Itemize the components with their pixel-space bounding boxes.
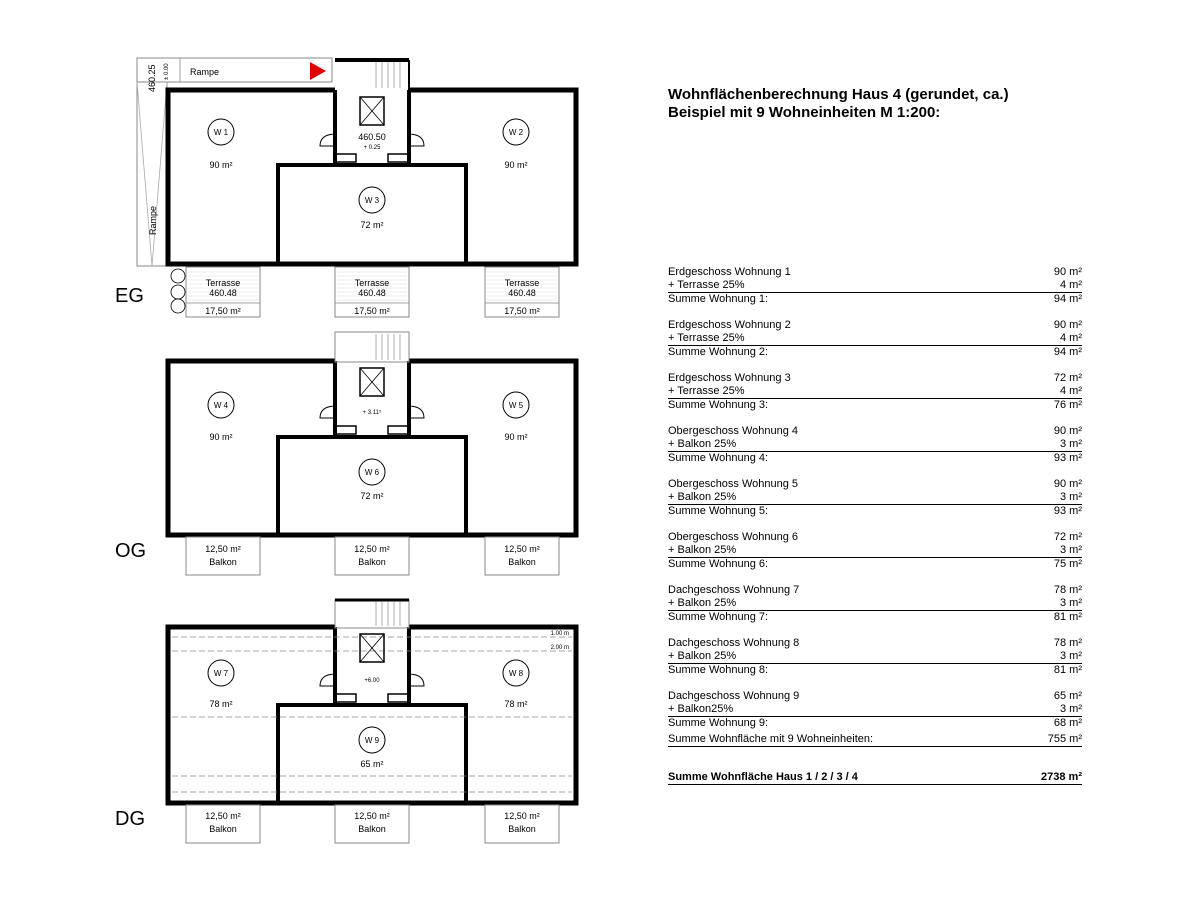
calc-label: Obergeschoss Wohnung 6 bbox=[668, 531, 799, 543]
svg-text:460.48: 460.48 bbox=[209, 288, 237, 298]
calc-value: 72 m² bbox=[1053, 531, 1082, 543]
total-units-value: 755 m² bbox=[1047, 733, 1082, 745]
calc-value: 90 m² bbox=[1053, 478, 1082, 490]
calc-add-label: + Balkon 25% bbox=[668, 491, 737, 503]
balcony-og-2 bbox=[335, 537, 409, 575]
unit-w1-id: W 1 bbox=[213, 128, 229, 137]
floor-label-dg: DG bbox=[115, 808, 145, 830]
balcony-og-3 bbox=[485, 537, 559, 575]
calc-add-label: + Balkon 25% bbox=[668, 438, 737, 450]
og-outer-wall bbox=[168, 361, 576, 535]
stair-elevation: 460.50 bbox=[358, 132, 386, 142]
calc-value: 65 m² bbox=[1053, 690, 1082, 702]
dg-inner-wall bbox=[278, 705, 466, 803]
calc-sum-label: Summe Wohnung 4: bbox=[668, 452, 769, 464]
calc-label: Erdgeschoss Wohnung 3 bbox=[668, 372, 791, 384]
unit-w4-id: W 4 bbox=[213, 401, 229, 410]
svg-text:Balkon: Balkon bbox=[358, 824, 386, 834]
svg-text:Terrasse: Terrasse bbox=[504, 278, 540, 288]
page-title bbox=[668, 86, 1148, 122]
calc-label: Dachgeschoss Wohnung 8 bbox=[668, 637, 800, 649]
calc-add-label: + Terrasse 25% bbox=[668, 332, 745, 344]
title-line-2: Beispiel mit 9 Wohneinheiten M 1:200: bbox=[668, 104, 941, 121]
calc-group-9 bbox=[668, 690, 1082, 730]
calc-value: 72 m² bbox=[1053, 372, 1082, 384]
calc-sum-label: Summe Wohnung 7: bbox=[668, 611, 769, 623]
calc-sum-label: Summe Wohnung 1: bbox=[668, 293, 769, 305]
eg-outer-wall bbox=[168, 90, 576, 264]
calc-group-8 bbox=[668, 637, 1082, 677]
calc-value: 90 m² bbox=[1053, 266, 1082, 278]
terrace-3 bbox=[485, 267, 559, 317]
calc-sum-value: 81 m² bbox=[1053, 611, 1082, 623]
calc-add-label: + Terrasse 25% bbox=[668, 385, 745, 397]
calc-add-value: 3 m² bbox=[1060, 544, 1082, 556]
total-house-value: 2738 m² bbox=[1041, 771, 1082, 783]
calc-sum-label: Summe Wohnung 8: bbox=[668, 664, 769, 676]
calc-add-label: + Balkon 25% bbox=[668, 544, 737, 556]
unit-w1-area: 90 m² bbox=[209, 160, 233, 170]
stair-elevation: + 3.11⁵ bbox=[362, 410, 382, 416]
svg-text:Balkon: Balkon bbox=[358, 557, 386, 567]
calc-group-3 bbox=[668, 372, 1082, 412]
stair-elevation-sub: + 0.25 bbox=[363, 145, 381, 151]
total-units-label: Summe Wohnfläche mit 9 Wohneinheiten: bbox=[668, 733, 874, 745]
calc-add-value: 3 m² bbox=[1060, 597, 1082, 609]
calc-add-label: + Balkon 25% bbox=[668, 597, 737, 609]
calc-add-value: 3 m² bbox=[1060, 650, 1082, 662]
og-inner-wall bbox=[278, 437, 466, 535]
terrace-2 bbox=[335, 267, 409, 317]
calc-sum-value: 75 m² bbox=[1053, 558, 1082, 570]
calc-sum-label: Summe Wohnung 6: bbox=[668, 558, 769, 570]
calc-label: Obergeschoss Wohnung 5 bbox=[668, 478, 799, 490]
calc-sum-value: 76 m² bbox=[1053, 399, 1082, 411]
svg-text:12,50 m²: 12,50 m² bbox=[205, 811, 241, 821]
svg-text:460.48: 460.48 bbox=[358, 288, 386, 298]
calc-add-value: 3 m² bbox=[1060, 703, 1082, 715]
balcony-dg-2 bbox=[335, 805, 409, 843]
unit-w3-area: 72 m² bbox=[360, 220, 384, 230]
calc-sum-value: 93 m² bbox=[1053, 452, 1082, 464]
calc-sum-label: Summe Wohnung 3: bbox=[668, 399, 769, 411]
shrub-icon bbox=[171, 299, 185, 313]
svg-text:460.48: 460.48 bbox=[508, 288, 536, 298]
total-house-row bbox=[668, 771, 1082, 785]
unit-w5-area: 90 m² bbox=[504, 432, 528, 442]
calc-add-value: 4 m² bbox=[1060, 385, 1082, 397]
svg-text:12,50 m²: 12,50 m² bbox=[504, 544, 540, 554]
calc-group-7 bbox=[668, 584, 1082, 624]
calc-sum-label: Summe Wohnung 9: bbox=[668, 717, 769, 729]
unit-w4-area: 90 m² bbox=[209, 432, 233, 442]
balcony-dg-1 bbox=[186, 805, 260, 843]
floor-label-eg: EG bbox=[115, 285, 144, 307]
svg-text:Terrasse: Terrasse bbox=[205, 278, 241, 288]
svg-text:17,50 m²: 17,50 m² bbox=[205, 306, 241, 316]
entrance-arrow-icon bbox=[310, 62, 326, 80]
svg-text:17,50 m²: 17,50 m² bbox=[354, 306, 390, 316]
unit-w6-id: W 6 bbox=[364, 468, 380, 477]
calc-group-1 bbox=[668, 266, 1082, 306]
svg-text:12,50 m²: 12,50 m² bbox=[205, 544, 241, 554]
calc-add-label: + Terrasse 25% bbox=[668, 279, 745, 291]
eg-inner-wall bbox=[278, 165, 466, 264]
unit-w7-id: W 7 bbox=[213, 669, 229, 678]
total-units-row bbox=[668, 733, 1082, 747]
calc-value: 78 m² bbox=[1053, 637, 1082, 649]
calc-sum-label: Summe Wohnung 2: bbox=[668, 346, 769, 358]
balcony-og-1 bbox=[186, 537, 260, 575]
calc-label: Obergeschoss Wohnung 4 bbox=[668, 425, 799, 437]
svg-text:Balkon: Balkon bbox=[209, 824, 237, 834]
calc-add-value: 3 m² bbox=[1060, 491, 1082, 503]
unit-w2-area: 90 m² bbox=[504, 160, 528, 170]
calc-label: Dachgeschoss Wohnung 9 bbox=[668, 690, 800, 702]
calc-label: Erdgeschoss Wohnung 1 bbox=[668, 266, 791, 278]
unit-w2-id: W 2 bbox=[508, 128, 524, 137]
calc-label: Erdgeschoss Wohnung 2 bbox=[668, 319, 791, 331]
unit-w3-id: W 3 bbox=[364, 196, 380, 205]
height-label-1: 1.00 m bbox=[550, 631, 569, 637]
total-house-label: Summe Wohnfläche Haus 1 / 2 / 3 / 4 bbox=[668, 771, 858, 783]
balcony-dg-3 bbox=[485, 805, 559, 843]
stair-elevation: +6.00 bbox=[364, 678, 380, 684]
svg-text:Balkon: Balkon bbox=[508, 824, 536, 834]
floor-eg bbox=[115, 58, 576, 317]
svg-text:Balkon: Balkon bbox=[209, 557, 237, 567]
unit-w6-area: 72 m² bbox=[360, 491, 384, 501]
calc-add-value: 4 m² bbox=[1060, 332, 1082, 344]
svg-text:Terrasse: Terrasse bbox=[354, 278, 390, 288]
shrub-icon bbox=[171, 285, 185, 299]
elevation-left: 460.25 bbox=[147, 64, 157, 92]
ramp-top-label: Rampe bbox=[190, 67, 220, 77]
unit-w9-id: W 9 bbox=[364, 736, 380, 745]
calc-group-5 bbox=[668, 478, 1082, 518]
stairs bbox=[376, 334, 400, 360]
calc-group-6 bbox=[668, 531, 1082, 571]
floor-dg bbox=[115, 600, 576, 843]
svg-text:12,50 m²: 12,50 m² bbox=[354, 544, 390, 554]
calc-add-value: 4 m² bbox=[1060, 279, 1082, 291]
unit-w8-area: 78 m² bbox=[504, 699, 528, 709]
calc-sum-value: 93 m² bbox=[1053, 505, 1082, 517]
calc-group-2 bbox=[668, 319, 1082, 359]
ramp-side bbox=[137, 82, 167, 266]
calc-value: 90 m² bbox=[1053, 319, 1082, 331]
calc-value: 78 m² bbox=[1053, 584, 1082, 596]
calc-sum-value: 81 m² bbox=[1053, 664, 1082, 676]
title-line-1: Wohnflächenberechnung Haus 4 (gerundet, ca.) bbox=[668, 86, 1009, 103]
unit-w8-id: W 8 bbox=[508, 669, 524, 678]
floor-og bbox=[115, 332, 576, 575]
unit-w7-area: 78 m² bbox=[209, 699, 233, 709]
calc-value: 90 m² bbox=[1053, 425, 1082, 437]
stairs bbox=[376, 62, 400, 88]
calc-add-label: + Balkon25% bbox=[668, 703, 734, 715]
shrub-icon bbox=[171, 269, 185, 283]
ramp-side-label: Rampe bbox=[148, 205, 158, 235]
calc-add-value: 3 m² bbox=[1060, 438, 1082, 450]
area-calculation-table bbox=[668, 266, 1082, 743]
terrace-1 bbox=[186, 267, 260, 317]
svg-text:12,50 m²: 12,50 m² bbox=[504, 811, 540, 821]
calc-label: Dachgeschoss Wohnung 7 bbox=[668, 584, 800, 596]
svg-text:12,50 m²: 12,50 m² bbox=[354, 811, 390, 821]
svg-text:Balkon: Balkon bbox=[508, 557, 536, 567]
calc-group-4 bbox=[668, 425, 1082, 465]
calc-sum-value: 94 m² bbox=[1053, 293, 1082, 305]
dg-outer-wall bbox=[168, 627, 576, 803]
calc-sum-label: Summe Wohnung 5: bbox=[668, 505, 769, 517]
svg-text:17,50 m²: 17,50 m² bbox=[504, 306, 540, 316]
unit-w5-id: W 5 bbox=[508, 401, 524, 410]
calc-sum-value: 68 m² bbox=[1053, 717, 1082, 729]
unit-w9-area: 65 m² bbox=[360, 759, 384, 769]
floor-label-og: OG bbox=[115, 540, 147, 562]
calc-sum-value: 94 m² bbox=[1053, 346, 1082, 358]
calc-add-label: + Balkon 25% bbox=[668, 650, 737, 662]
elevation-left-sub: ± 0.00 bbox=[164, 63, 170, 80]
stairs bbox=[376, 602, 400, 626]
height-label-2: 2.00 m bbox=[550, 645, 569, 651]
